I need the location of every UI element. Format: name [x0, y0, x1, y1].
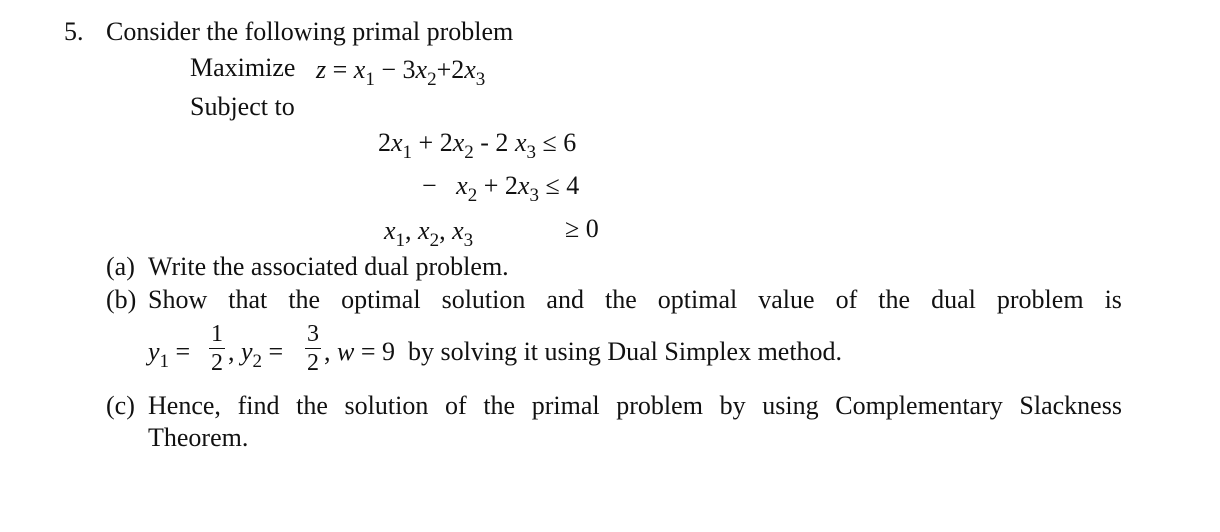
part-b-word: optimal	[657, 285, 738, 314]
constraint-1: $2x_1 + 2x_2 - 2$ $x_3 \le 6$	[378, 128, 577, 163]
part-b-word: problem	[996, 285, 1084, 314]
constraint-2: − $x_2 + 2x_3 \le 4$	[422, 171, 580, 206]
part-c-word: find	[237, 391, 280, 420]
part-c-word: primal	[531, 391, 600, 420]
part-c-word: the	[483, 391, 516, 420]
part-b-word: the	[604, 285, 637, 314]
part-c-word: by	[719, 391, 746, 420]
y2-variable: , $y_2$ =	[228, 337, 284, 372]
y1-fraction	[208, 322, 226, 375]
nonnegativity-variables: $x_1$, $x_2$, $x_3$	[384, 216, 474, 251]
y2-fraction	[304, 322, 322, 375]
part-c-text	[148, 391, 1122, 421]
part-c-label: (c)	[106, 391, 135, 420]
y1-numerator: 1	[211, 321, 223, 347]
part-c-word: Complementary	[835, 391, 1003, 420]
part-c-word: of	[444, 391, 467, 420]
part-c-word: using	[762, 391, 819, 420]
part-b-word: and	[546, 285, 584, 314]
part-b-word: dual	[931, 285, 976, 314]
part-b-text	[148, 285, 1122, 315]
part-b-word: solution	[441, 285, 526, 314]
question-number: 5.	[64, 17, 84, 46]
part-b-word: that	[228, 285, 268, 314]
subject-to-label: Subject to	[190, 92, 295, 121]
part-b-word: the	[878, 285, 911, 314]
maximize-label: Maximize	[190, 53, 296, 82]
y1-variable: $y_1$ =	[148, 337, 191, 372]
part-c-word: the	[296, 391, 328, 420]
part-b-label: (b)	[106, 285, 137, 314]
y2-denominator: 2	[307, 350, 319, 376]
part-c-word: Hence,	[148, 391, 221, 420]
part-b-word: of	[835, 285, 858, 314]
part-b-word: the	[288, 285, 321, 314]
part-c-word: problem	[616, 391, 703, 420]
part-b-word: is	[1104, 285, 1122, 314]
y1-denominator: 2	[211, 350, 223, 376]
y2-numerator: 3	[307, 321, 319, 347]
part-b-method-text: by solving it using Dual Simplex method.	[408, 337, 843, 366]
question-intro: Consider the following primal problem	[106, 17, 514, 46]
part-c-word: Slackness	[1019, 391, 1122, 420]
part-b-word: optimal	[341, 285, 421, 314]
part-c-word: solution	[344, 391, 429, 420]
part-b-word: Show	[148, 285, 208, 314]
part-a-label: (a)	[106, 252, 135, 281]
part-c-text-line2: Theorem.	[148, 423, 249, 452]
nonnegativity-relation: ≥ 0	[565, 214, 599, 243]
w-value: , w = 9	[324, 337, 396, 366]
part-a-text: Write the associated dual problem.	[148, 252, 509, 281]
objective-function: $z = x_1 - 3x_2+2x_3$	[316, 55, 486, 90]
part-b-word: value	[758, 285, 815, 314]
